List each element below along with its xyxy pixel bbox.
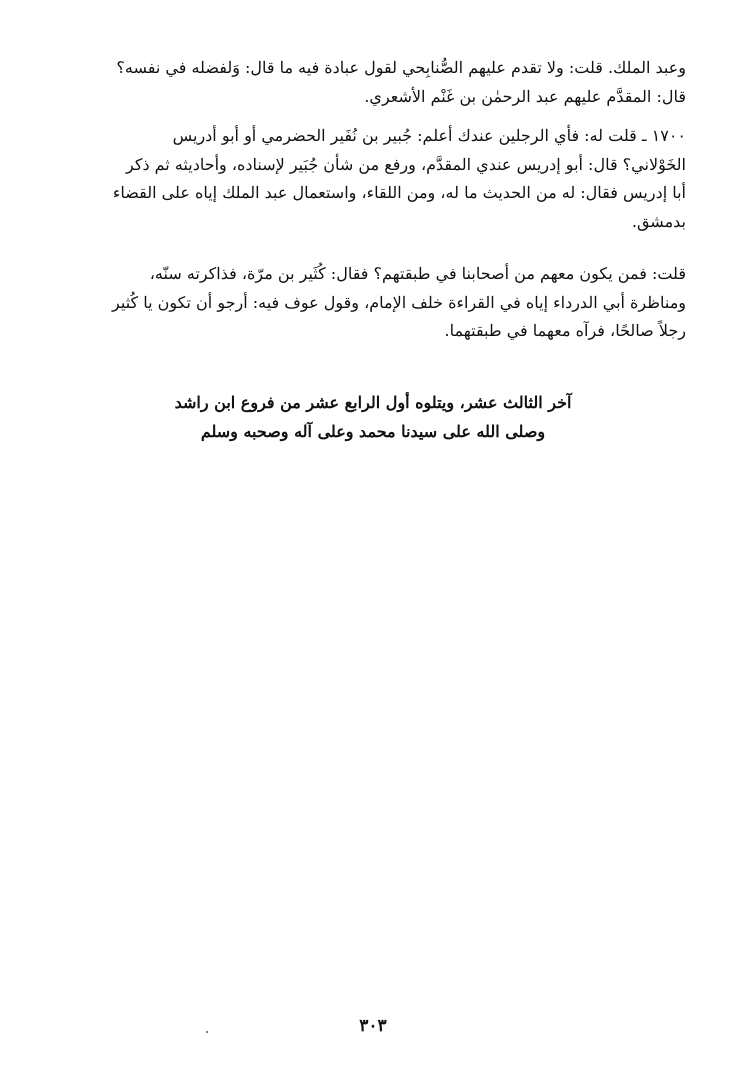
paragraph-line: وعبد الملك. قلت: ولا تقدم عليهم الصُّنابِحي لقول عبادة فيه ما قال: وَلفضله في نفسه؟ [116, 58, 686, 77]
paragraph-line: قال: المقدَّم عليهم عبد الرحمٰن بن غَنْم الأشعري. [364, 86, 686, 106]
paragraph-line: ومناظرة أبي الدرداء إياه في القراءة خلف الإمام، وقول عوف فيه: أرجو أن تكون يا كُثير [112, 292, 686, 312]
paragraph-3 [60, 260, 686, 346]
paragraph-2 [60, 122, 686, 236]
paragraph-1 [60, 54, 686, 111]
scan-speck [206, 1031, 208, 1033]
paragraph-line: أبا إدريس فقال: له من الحديث ما له، ومن اللقاء، واستعمال عبد الملك إياه على القضاء [112, 183, 686, 202]
closing-colophon [60, 388, 686, 446]
paragraph-line: قلت: فمن يكون معهم من أصحابنا في طبقتهم؟ فقال: كُثَير بن مرّة، فذاكرته سنّه، [149, 264, 686, 283]
colophon-line: وصلى الله على سيدنا محمد وعلى آله وصحبه وسلم [200, 422, 546, 441]
paragraph-line: رجلاً صالحًا، فرآه معهما في طبقتهما. [444, 321, 686, 340]
paragraph-line: الخَوْلاني؟ قال: أبو إدريس عندي المقدَّم، ورفع من شأن جُبَير لإسناده، وأحاديثه ثم ذكر [126, 154, 686, 174]
paragraph-line: بدمشق. [631, 211, 686, 231]
colophon-line: آخر الثالث عشر، ويتلوه أول الرابع عشر من فروع ابن راشد [174, 393, 572, 412]
page-number: ٣٠٣ [359, 1016, 387, 1036]
paragraph-line: ١٧٠٠ ـ قلت له: فأي الرجلين عندك أعلم: جُبير بن نُفَير الحضرمي أو أبو أدريس [172, 126, 686, 145]
